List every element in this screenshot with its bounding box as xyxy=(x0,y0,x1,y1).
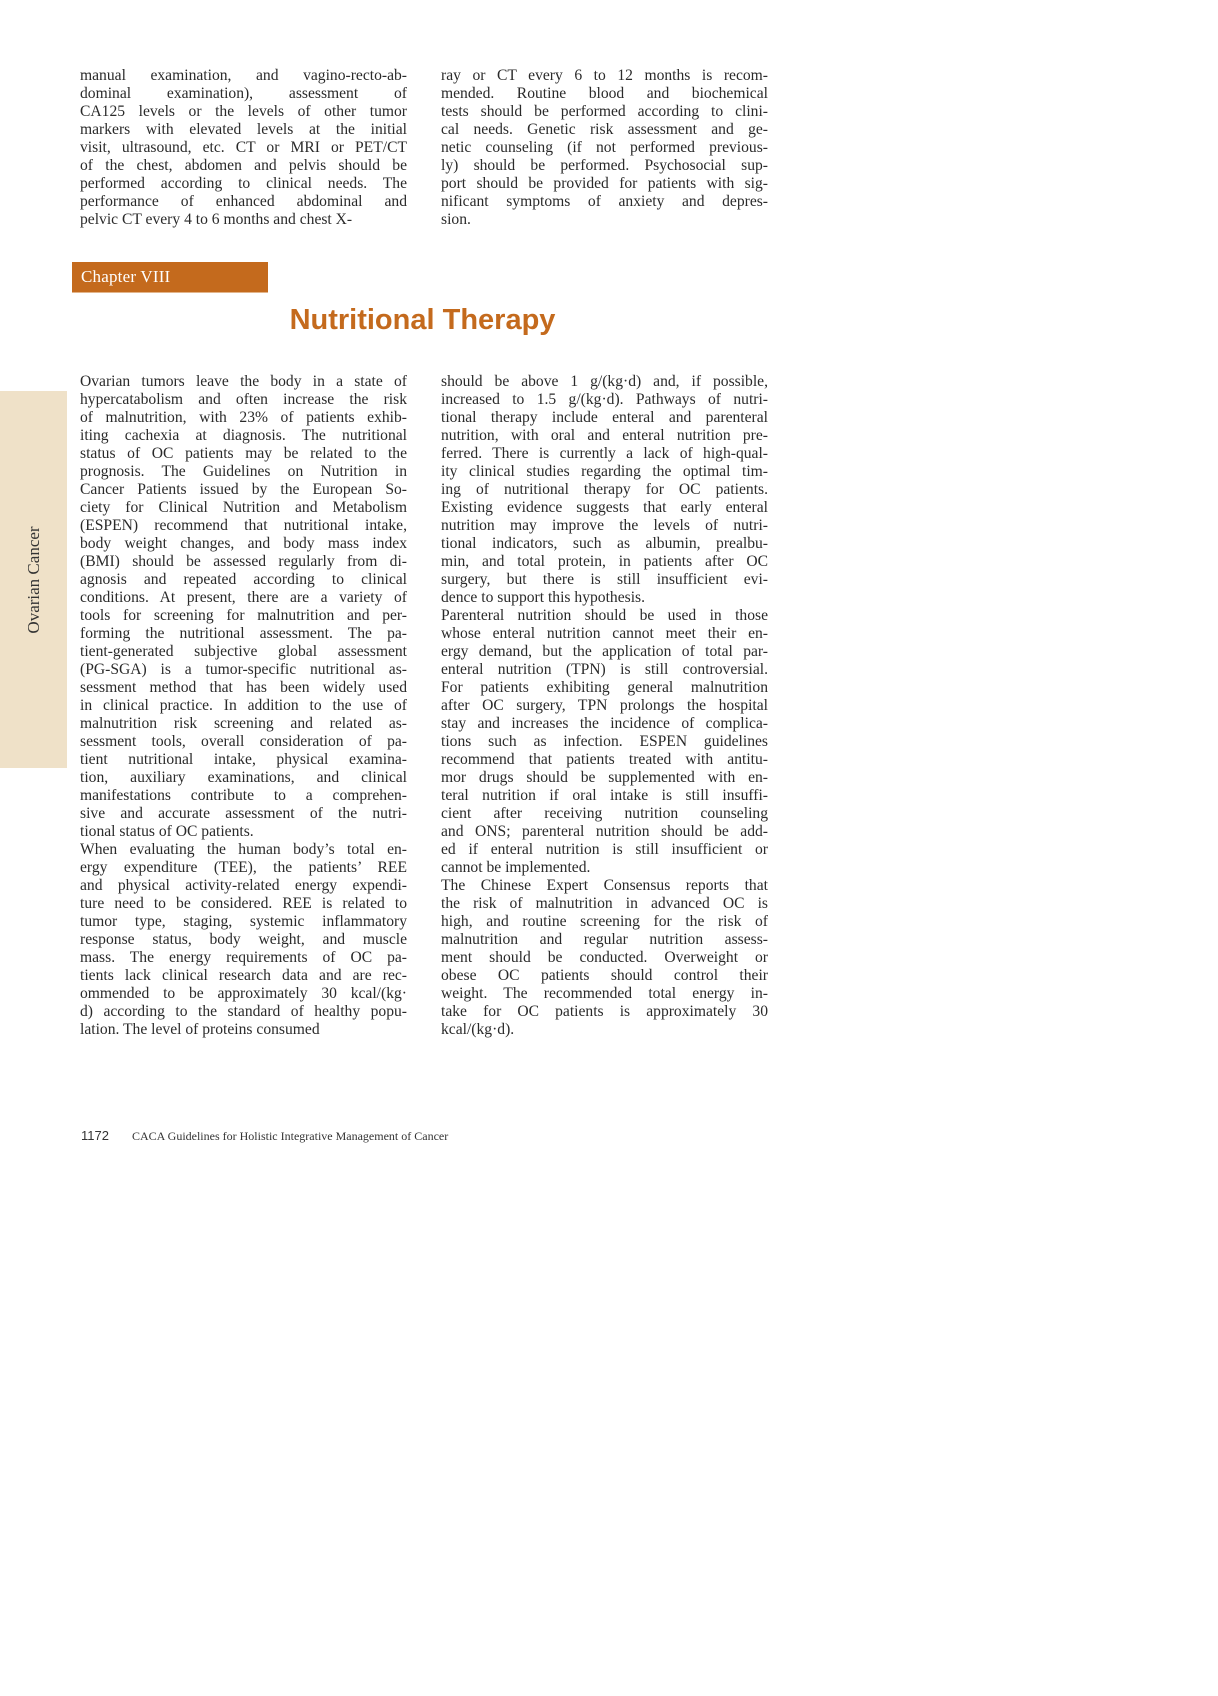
text-line: dence to support this hypothesis. xyxy=(441,589,645,606)
text-line: tients lack clinical research data and are rec- xyxy=(80,967,407,984)
text-line: stay and increases the incidence of complica- xyxy=(441,715,768,732)
text-line: visit, ultrasound, etc. CT or MRI or PET/CT xyxy=(80,139,407,156)
text-line: of the chest, abdomen and pelvis should be xyxy=(80,157,407,174)
text-line: prognosis. The Guidelines on Nutrition in xyxy=(80,463,407,480)
text-line: response status, body weight, and muscle xyxy=(80,931,407,948)
text-line: sessment method that has been widely used xyxy=(80,679,407,696)
text-line: malnutrition risk screening and related as- xyxy=(80,715,407,732)
text-line: cal needs. Genetic risk assessment and ge- xyxy=(441,121,768,138)
text-line: min, and total protein, in patients after OC xyxy=(441,553,768,570)
text-line: iting cachexia at diagnosis. The nutritional xyxy=(80,427,407,444)
text-line: netic counseling (if not performed previous- xyxy=(441,139,768,156)
text-line: tion, auxiliary examinations, and clinical xyxy=(80,769,407,786)
text-line: tional indicators, such as albumin, prealbu- xyxy=(441,535,768,552)
page-footer xyxy=(81,1128,448,1144)
text-line: tient-generated subjective global assessment xyxy=(80,643,407,660)
text-line: the risk of malnutrition in advanced OC is xyxy=(441,895,768,912)
text-line: ommended to be approximately 30 kcal/(kg· xyxy=(80,985,407,1002)
text-line: ment should be conducted. Overweight or xyxy=(441,949,768,966)
text-line: ferred. There is currently a lack of high-qual- xyxy=(441,445,768,462)
text-line: ciety for Clinical Nutrition and Metabolism xyxy=(80,499,407,516)
text-line: increased to 1.5 g/(kg·d). Pathways of nutri- xyxy=(441,391,768,408)
side-tab-label: Ovarian Cancer xyxy=(23,525,43,634)
body-text-left-column xyxy=(80,373,407,1039)
text-line: nificant symptoms of anxiety and depres- xyxy=(441,193,768,210)
text-line: Parenteral nutrition should be used in those xyxy=(441,607,768,624)
text-line: mended. Routine blood and biochemical xyxy=(441,85,768,102)
text-line: sive and accurate assessment of the nutri- xyxy=(80,805,407,822)
text-line: When evaluating the human body’s total en- xyxy=(80,841,407,858)
text-line: dominal examination), assessment of xyxy=(80,85,407,102)
text-line: sessment tools, overall consideration of pa- xyxy=(80,733,407,750)
text-line: tumor type, staging, systemic inflammatory xyxy=(80,913,407,930)
text-line: performance of enhanced abdominal and xyxy=(80,193,407,210)
text-line: weight. The recommended total energy in- xyxy=(441,985,768,1002)
text-line: ray or CT every 6 to 12 months is recom- xyxy=(441,67,768,84)
text-line: ture need to be considered. REE is related to xyxy=(80,895,407,912)
text-line: ity clinical studies regarding the optimal tim- xyxy=(441,463,768,480)
text-line: take for OC patients is approximately 30 xyxy=(441,1003,768,1020)
text-line: should be above 1 g/(kg·d) and, if possible, xyxy=(441,373,768,390)
text-line: tional therapy include enteral and parenteral xyxy=(441,409,768,426)
text-line: mass. The energy requirements of OC pa- xyxy=(80,949,407,966)
text-line: obese OC patients should control their xyxy=(441,967,768,984)
text-line: ergy demand, but the application of total par- xyxy=(441,643,768,660)
text-line: agnosis and repeated according to clinical xyxy=(80,571,407,588)
continuation-text-left-column xyxy=(80,67,407,229)
text-line: pelvic CT every 4 to 6 months and chest X- xyxy=(80,211,353,228)
page-number: 1172 xyxy=(81,1128,109,1143)
text-line: tional status of OC patients. xyxy=(80,823,254,840)
text-line: conditions. At present, there are a variety of xyxy=(80,589,407,606)
text-line: ed if enteral nutrition is still insufficient or xyxy=(441,841,768,858)
text-line: d) according to the standard of healthy popu- xyxy=(80,1003,407,1020)
text-line: enteral nutrition (TPN) is still controversial. xyxy=(441,661,768,678)
text-line: after OC surgery, TPN prolongs the hospital xyxy=(441,697,768,714)
text-line: Cancer Patients issued by the European So- xyxy=(80,481,407,498)
text-line: manifestations contribute to a comprehen- xyxy=(80,787,407,804)
text-line: mor drugs should be supplemented with en- xyxy=(441,769,768,786)
text-line: hypercatabolism and often increase the risk xyxy=(80,391,407,408)
side-tab-ovarian-cancer xyxy=(0,391,67,768)
text-line: surgery, but there is still insufficient evi- xyxy=(441,571,768,588)
text-line: in clinical practice. In addition to the use of xyxy=(80,697,407,714)
text-line: tient nutritional intake, physical examina- xyxy=(80,751,407,768)
text-line: ly) should be performed. Psychosocial sup- xyxy=(441,157,768,174)
text-line: Existing evidence suggests that early enteral xyxy=(441,499,768,516)
text-line: of malnutrition, with 23% of patients exhib- xyxy=(80,409,407,426)
text-line: lation. The level of proteins consumed xyxy=(80,1021,320,1038)
text-line: (BMI) should be assessed regularly from di- xyxy=(80,553,407,570)
running-footer-title: CACA Guidelines for Holistic Integrative Management of Cancer xyxy=(131,1129,449,1143)
text-line: nutrition may improve the levels of nutri- xyxy=(441,517,768,534)
text-line: status of OC patients may be related to the xyxy=(80,445,407,462)
text-line: sion. xyxy=(441,211,471,228)
text-line: nutrition, with oral and enteral nutrition pre- xyxy=(441,427,768,444)
continuation-text-right-column xyxy=(441,67,768,229)
text-line: Ovarian tumors leave the body in a state of xyxy=(80,373,407,390)
text-line: teral nutrition if oral intake is still insuffi- xyxy=(441,787,768,804)
text-line: recommend that patients treated with antitu- xyxy=(441,751,768,768)
text-line: cannot be implemented. xyxy=(441,859,591,876)
text-line: For patients exhibiting general malnutrition xyxy=(441,679,768,696)
text-line: tions such as infection. ESPEN guidelines xyxy=(441,733,768,750)
body-text-right-column xyxy=(441,373,768,1039)
chapter-label: Chapter VIII xyxy=(81,267,171,286)
text-line: tests should be performed according to clini- xyxy=(441,103,768,120)
section-title: Nutritional Therapy xyxy=(289,304,556,336)
text-line: (PG-SGA) is a tumor-specific nutritional as- xyxy=(80,661,407,678)
text-line: (ESPEN) recommend that nutritional intake, xyxy=(80,517,407,534)
text-line: markers with elevated levels at the initial xyxy=(80,121,407,138)
text-line: body weight changes, and body mass index xyxy=(80,535,407,552)
text-line: ing of nutritional therapy for OC patients. xyxy=(441,481,768,498)
text-line: tools for screening for malnutrition and per- xyxy=(80,607,407,624)
text-line: ergy expenditure (TEE), the patients’ REE xyxy=(80,859,407,876)
text-line: and physical activity-related energy expendi- xyxy=(80,877,407,894)
text-line: CA125 levels or the levels of other tumor xyxy=(80,103,407,120)
text-line: The Chinese Expert Consensus reports that xyxy=(441,877,768,894)
chapter-label-bar xyxy=(72,262,268,293)
text-line: forming the nutritional assessment. The pa- xyxy=(80,625,407,642)
text-line: whose enteral nutrition cannot meet their en- xyxy=(441,625,768,642)
text-line: kcal/(kg·d). xyxy=(441,1021,515,1038)
text-line: high, and routine screening for the risk of xyxy=(441,913,768,930)
text-line: performed according to clinical needs. The xyxy=(80,175,407,192)
text-line: port should be provided for patients with sig- xyxy=(441,175,768,192)
text-line: malnutrition and regular nutrition assess- xyxy=(441,931,768,948)
text-line: and ONS; parenteral nutrition should be add- xyxy=(441,823,768,840)
text-line: cient after receiving nutrition counseling xyxy=(441,805,768,822)
text-line: manual examination, and vagino-recto-ab- xyxy=(80,67,407,84)
